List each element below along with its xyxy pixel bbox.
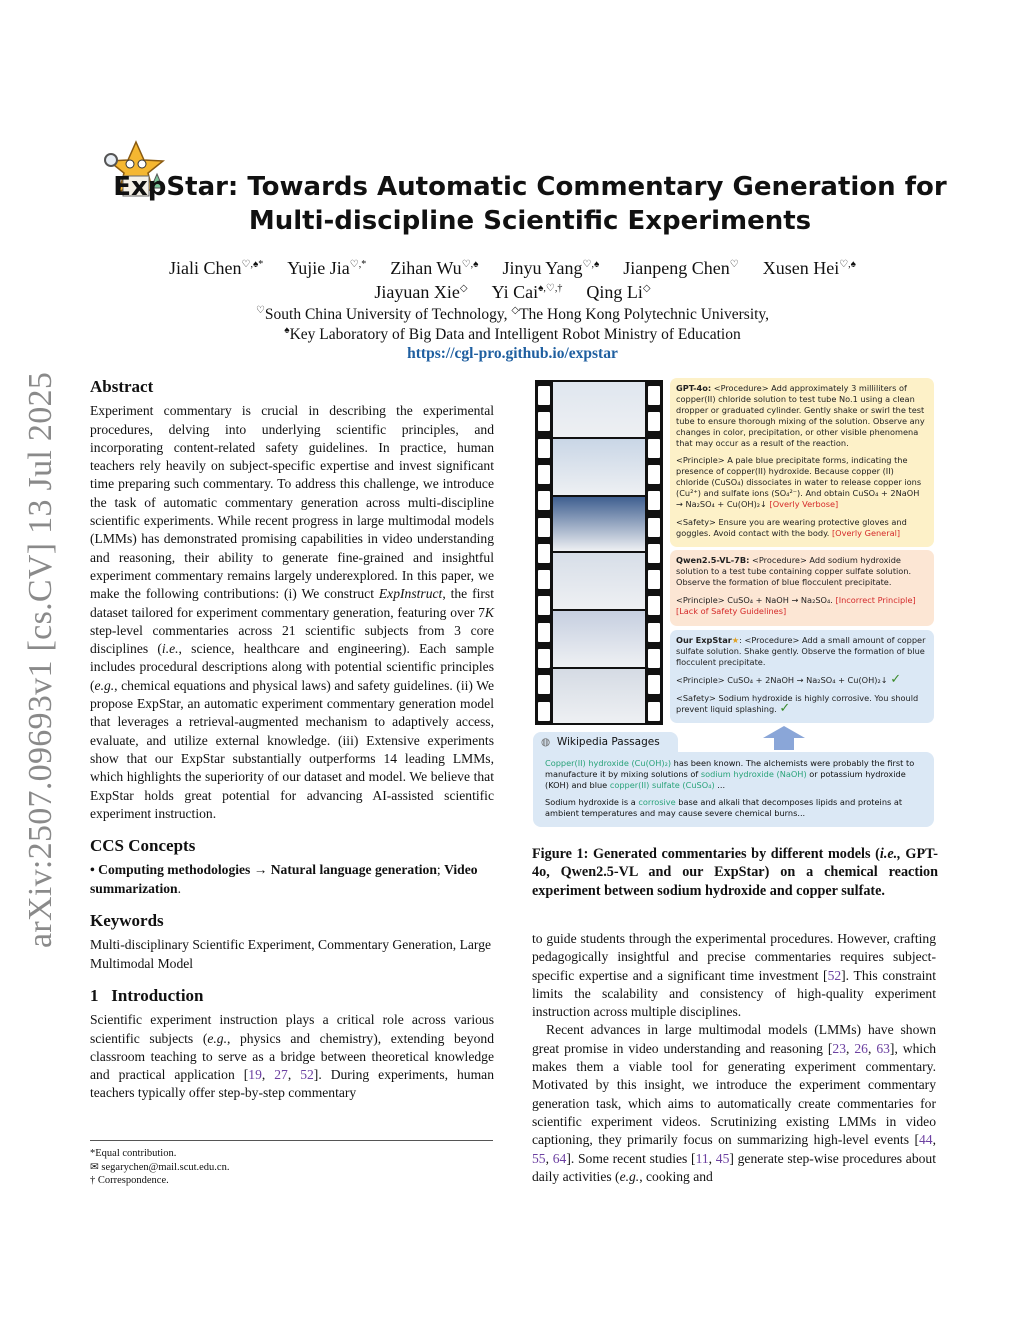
author-affiliation-mark: ♡,♠ [839, 259, 856, 270]
project-link[interactable]: https://cgl-pro.github.io/expstar [407, 345, 618, 362]
text: <Safety> Ensure you are wearing protective gloves and goggles. Avoid contact with the body. [676, 516, 907, 538]
film-perforation [648, 596, 660, 615]
wikipedia-passages [533, 752, 934, 827]
film-perforation [538, 675, 550, 694]
film-perforation [538, 623, 550, 642]
affiliation: The Hong Kong Polytechnic University, [519, 306, 770, 324]
citation-link[interactable]: 44 [919, 1132, 933, 1148]
highlight: copper(II) sulfate (CuSO₄) [609, 779, 715, 790]
text: K [484, 604, 494, 620]
citation-link[interactable]: 23 [832, 1040, 847, 1056]
film-perforation [648, 518, 660, 537]
text: , chemical equations and physical laws) and safety guidelines. (ii) We propose ExpStar, an automatic experiment commentary generation model that leverages a retrieval-augmented mechanism to adaptively access, evaluate, and utilize external knowledge. (iii) Extensive experiments show that our ExpStar substantially outperforms 14 leading LMMs, which highlights the superiority of our dataset and model. We believe that ExpStar holds great potential for advancing AI-assisted scientific experiment instruction. [90, 677, 494, 821]
checkmark-icon: ✓ [779, 700, 791, 716]
text: , [846, 1040, 855, 1056]
text: • Computing methodologies → Natural language generation [90, 862, 437, 878]
citation-link[interactable]: 52 [827, 967, 842, 983]
expstar-mascot-icon: ★ [731, 635, 740, 645]
author-affiliation-mark: ♡,♠ [582, 259, 600, 270]
error-tag: [Lack of Safety Guidelines] [676, 605, 787, 616]
citation-link[interactable]: 27 [274, 1067, 288, 1083]
citation-link[interactable]: 52 [300, 1067, 314, 1083]
film-perforation [538, 544, 550, 563]
author-name: Jinyu Yang [502, 258, 583, 278]
arxiv-identifier: arXiv:2507.09693v1 [cs.CV] 13 Jul 2025 [22, 371, 59, 948]
film-perforation [538, 518, 550, 537]
paper-title [100, 170, 960, 238]
film-perforation [648, 386, 660, 405]
qwen-commentary [670, 550, 934, 626]
text: ]. During experiments, human teachers typically offer step-by-step commentary [90, 1067, 494, 1101]
affiliations-line-2 [90, 325, 935, 344]
right-column [532, 930, 936, 1186]
model-name: Our ExpStar [676, 635, 732, 645]
film-perforation [538, 491, 550, 510]
ccs-heading: CCS Concepts [90, 836, 196, 856]
affiliation-mark: ◇ [511, 305, 520, 316]
text: , cooking and [639, 1168, 713, 1184]
title-line: ExpStar: Towards Automatic Commentary Generation for [113, 172, 947, 202]
authors-line-2 [90, 282, 935, 303]
text: GPT-4o, Qwen2.5-VL and our ExpStar) on a chemical reaction experiment between sodium hydroxide and copper sulfate. [532, 846, 938, 899]
text: , [545, 1150, 553, 1166]
author [763, 258, 856, 278]
film-perforation [538, 649, 550, 668]
keywords-heading: Keywords [90, 911, 164, 931]
film-perforation [538, 386, 550, 405]
keywords-text: Multi-disciplinary Scientific Experiment, Commentary Generation, Large Multimodal Model [90, 937, 492, 971]
text: , physics and chemistry), extending beyond classroom teaching to serve as a bridge between theoretical knowledge and practical application [ [90, 1030, 494, 1083]
up-arrow-icon [763, 726, 805, 738]
author-name: Zihan Wu [390, 258, 462, 278]
text: i.e., [879, 846, 901, 862]
author [374, 282, 467, 302]
text: ... [714, 779, 726, 790]
author-affiliation-mark: ♡,♠ [461, 259, 479, 270]
film-perforation [648, 491, 660, 510]
citation-link[interactable]: 26 [854, 1040, 868, 1056]
intro-paragraph [532, 930, 936, 1021]
text: ], which makes them a viable tool for generating experiment commentary. Motivated by this insight, we introduce the experiment commentary generation task, which aims to automatically create commentaries for scientific experiment videos. Scrutinizing existing LMMs in video captioning, they primarily focus on summarizing high-level events [ [532, 1040, 937, 1148]
author [502, 258, 599, 278]
author-affiliation-mark: ♡,* [349, 259, 367, 270]
title-line: Multi-discipline Scientific Experiments [248, 206, 812, 236]
error-tag: [Overly Verbose] [769, 499, 839, 510]
text: , [287, 1067, 301, 1083]
film-perforation [648, 570, 660, 589]
citation-link[interactable]: 11 [695, 1150, 709, 1166]
author [390, 258, 478, 278]
affiliation: Key Laboratory of Big Data and Intelligent Robot Ministry of Education [289, 326, 741, 344]
section-number: 1 [90, 985, 99, 1005]
author-affiliation-mark: ◇ [642, 283, 651, 294]
text: e.g. [619, 1168, 640, 1184]
affiliation: South China University of Technology, [264, 306, 512, 324]
text: ]. Some recent studies [ [566, 1150, 696, 1166]
author-name: Xusen Hei [762, 258, 840, 278]
intro-paragraph [532, 1021, 936, 1186]
text: ExpInstruct [378, 586, 443, 602]
author-name: Yujie Jia [287, 258, 350, 278]
ccs-text [90, 861, 494, 898]
citation-link[interactable]: 63 [876, 1040, 890, 1056]
author [586, 282, 650, 302]
author-affiliation-mark: ◇ [459, 283, 468, 294]
author-name: Qing Li [586, 282, 643, 302]
film-perforation [648, 544, 660, 563]
citation-link[interactable]: 19 [248, 1067, 262, 1083]
author-affiliation-mark: ♡ [729, 259, 739, 270]
model-name: GPT-4o: [676, 383, 712, 393]
text: <Principle> CuSO₄ + 2NaOH → Na₂SO₄ + Cu(OH)₂↓ [676, 674, 888, 685]
author [169, 258, 263, 278]
citation-link[interactable]: 55 [532, 1150, 546, 1166]
wikipedia-label: Wikipedia Passages [556, 736, 660, 748]
author [287, 258, 366, 278]
highlight: Copper(II) hydroxide (Cu(OH)₂) [545, 758, 672, 768]
checkmark-icon: ✓ [890, 671, 902, 687]
video-frame [553, 497, 645, 551]
figure-caption [532, 845, 938, 900]
author-name: Jiayuan Xie [374, 282, 460, 302]
text: <Procedure> Add sodium hydroxide solution to a test tube containing copper sulfate solution. Observe the formation of blue flocculent precipitate. [676, 555, 912, 587]
wikipedia-tab [533, 732, 678, 754]
author-name: Jiali Chen [169, 258, 242, 278]
film-perforation [648, 675, 660, 694]
wikipedia-globe-icon: ◍ [541, 736, 551, 748]
text: , the first dataset tailored for experiment commentary generation, featuring over 7 [90, 586, 495, 620]
up-arrow-stem [774, 738, 794, 750]
text: <Principle> CuSO₄ + NaOH → Na₂SO₄. [676, 594, 836, 605]
affiliations-line-1 [90, 305, 935, 324]
film-perforation [538, 465, 550, 484]
text: e.g. [207, 1030, 227, 1046]
text: to guide students through the experimental procedures. However, crafting pedagogically insightful and precise commentaries requires subject-specific expertise and a significant time investment [ [532, 931, 936, 983]
text: Experiment commentary is crucial in describing the experimental procedures, delving into underlying scientific principles, and incorporating content-related safety guidelines. In practice, human teachers rely heavily on subject-specific expertise and invest significant time preparing such commentary. To address this challenge, we introduce the task of automatic commentary generation across multi-discipline scientific experiments. While recent progress in large multimodal models (LMMs) has demonstrated promising capabilities in video understanding and reasoning, their ability to generate fine-grained and insightful experiment commentary remains largely underexplored. In this paper, we make the following contributions: (i) We construct [90, 403, 494, 602]
film-perforation [538, 702, 550, 721]
text: Video summarization [90, 862, 478, 896]
affiliation-mark: ♡ [255, 305, 265, 316]
author-name: Yi Cai [491, 282, 539, 302]
text: or potassium hydroxide (KOH) and blue [545, 768, 906, 790]
author [492, 282, 563, 302]
film-perforation [538, 439, 550, 458]
text: i.e. [161, 641, 179, 657]
video-frame [553, 382, 645, 437]
text: base and alkali that decomposes lipids and proteins at ambient temperatures and may cause severe chemical burns... [545, 796, 903, 818]
film-perforation [538, 596, 550, 615]
film-perforation [538, 412, 550, 431]
film-perforation [648, 439, 660, 458]
film-perforation [648, 412, 660, 431]
video-filmstrip [535, 380, 663, 725]
footnote: † Correspondence. [90, 1175, 169, 1186]
film-perforation [648, 465, 660, 484]
gpt4o-commentary [670, 378, 934, 547]
text: <Principle> A pale blue precipitate forms, indicating the presence of copper(II) hydroxide. Because copper (II) chloride (CuSO₄) dissociates in water to release copper ions (Cu²⁺) and sulfate ions (SO₄²⁻). And obtain CuSO₄ + 2NaOH → Na₂SO₄ + Cu(OH)₂↓ [676, 455, 922, 510]
highlight: sodium hydroxide (NaOH) [700, 768, 807, 779]
film-perforation [648, 702, 660, 721]
highlight: corrosive [638, 796, 676, 807]
model-name: Qwen2.5-VL-7B: [676, 555, 750, 565]
text: Recent advances in large multimodal models (LMMs) have shown great promise in video understanding and reasoning [ [532, 1022, 936, 1056]
text: . [177, 880, 182, 896]
film-perforation [538, 570, 550, 589]
video-frame [553, 611, 645, 667]
text: , science, healthcare and engineering). Each sample includes procedural descriptions along with potential scientific principles ( [90, 641, 494, 693]
left-column [90, 378, 494, 1103]
citation-link[interactable]: 64 [552, 1150, 567, 1166]
film-perforation [648, 649, 660, 668]
text: Sodium hydroxide is a [545, 796, 639, 807]
authors-line-1 [90, 258, 935, 279]
text: , [261, 1067, 275, 1083]
intro-paragraph [90, 1011, 494, 1102]
introduction-heading [90, 987, 494, 1005]
abstract-heading: Abstract [90, 377, 154, 396]
section-title: Introduction [111, 985, 204, 1005]
abstract-text [90, 402, 494, 823]
video-frame [553, 439, 645, 495]
affiliation-mark: ♠ [284, 325, 290, 336]
author-affiliation-mark: ♡,♠* [241, 259, 264, 270]
text: ; [436, 862, 445, 878]
author-affiliation-mark: ♠,♡,† [538, 283, 563, 294]
text: , [932, 1132, 936, 1148]
footnote-email[interactable]: ✉ segarychen@mail.scut.edu.cn. [90, 1161, 230, 1173]
citation-link[interactable]: 45 [715, 1150, 730, 1166]
author-name: Jianpeng Chen [623, 258, 730, 278]
text: , [867, 1040, 877, 1056]
text: step-level commentaries across 21 scientific subjects from 3 core disciplines ( [90, 622, 494, 657]
text: <Procedure> Add approximately 3 milliliters of copper(II) chloride solution to test tube No.1 using a clean dropper or graduated cylinder. Gently shake or swirl the test tube to ensure thorough mixing of the solution. Observe any changes in color, precipitation, or other visible phenomena that may occur as a result of the reaction. [676, 383, 925, 448]
text: : <Procedure> Add a small amount of copper sulfate solution. Shake gently. Observe the formation of blue flocculent precipitate. [676, 635, 926, 667]
text: Scientific experiment instruction plays a critical role across various scientific subjects ( [90, 1012, 494, 1046]
text: ]. This constraint limits the scalability and consistency of high-quality experiment instruction across multiple disciplines. [532, 967, 936, 1020]
expstar-commentary [670, 630, 934, 723]
video-frame [553, 669, 645, 723]
footnotes [90, 1140, 493, 1188]
footnote: *Equal contribution. [90, 1148, 177, 1159]
film-perforation [648, 623, 660, 642]
figure-1 [532, 376, 936, 828]
text: ] generate step-wise procedures about daily activities ( [532, 1150, 937, 1184]
text: e.g. [94, 677, 115, 693]
error-tag: [Overly General] [831, 527, 901, 538]
video-frame [553, 553, 645, 609]
text: has been known. The alchemists were probably the first to manufacture it by mixing solutions of [545, 758, 915, 779]
text: Figure 1: Generated commentaries by different models ( [532, 846, 880, 862]
text: , [708, 1150, 716, 1166]
text: <Safety> Sodium hydroxide is highly corrosive. You should prevent liquid splashing. [676, 692, 919, 714]
error-tag: [Incorrect Principle] [835, 594, 916, 605]
author [623, 258, 738, 278]
